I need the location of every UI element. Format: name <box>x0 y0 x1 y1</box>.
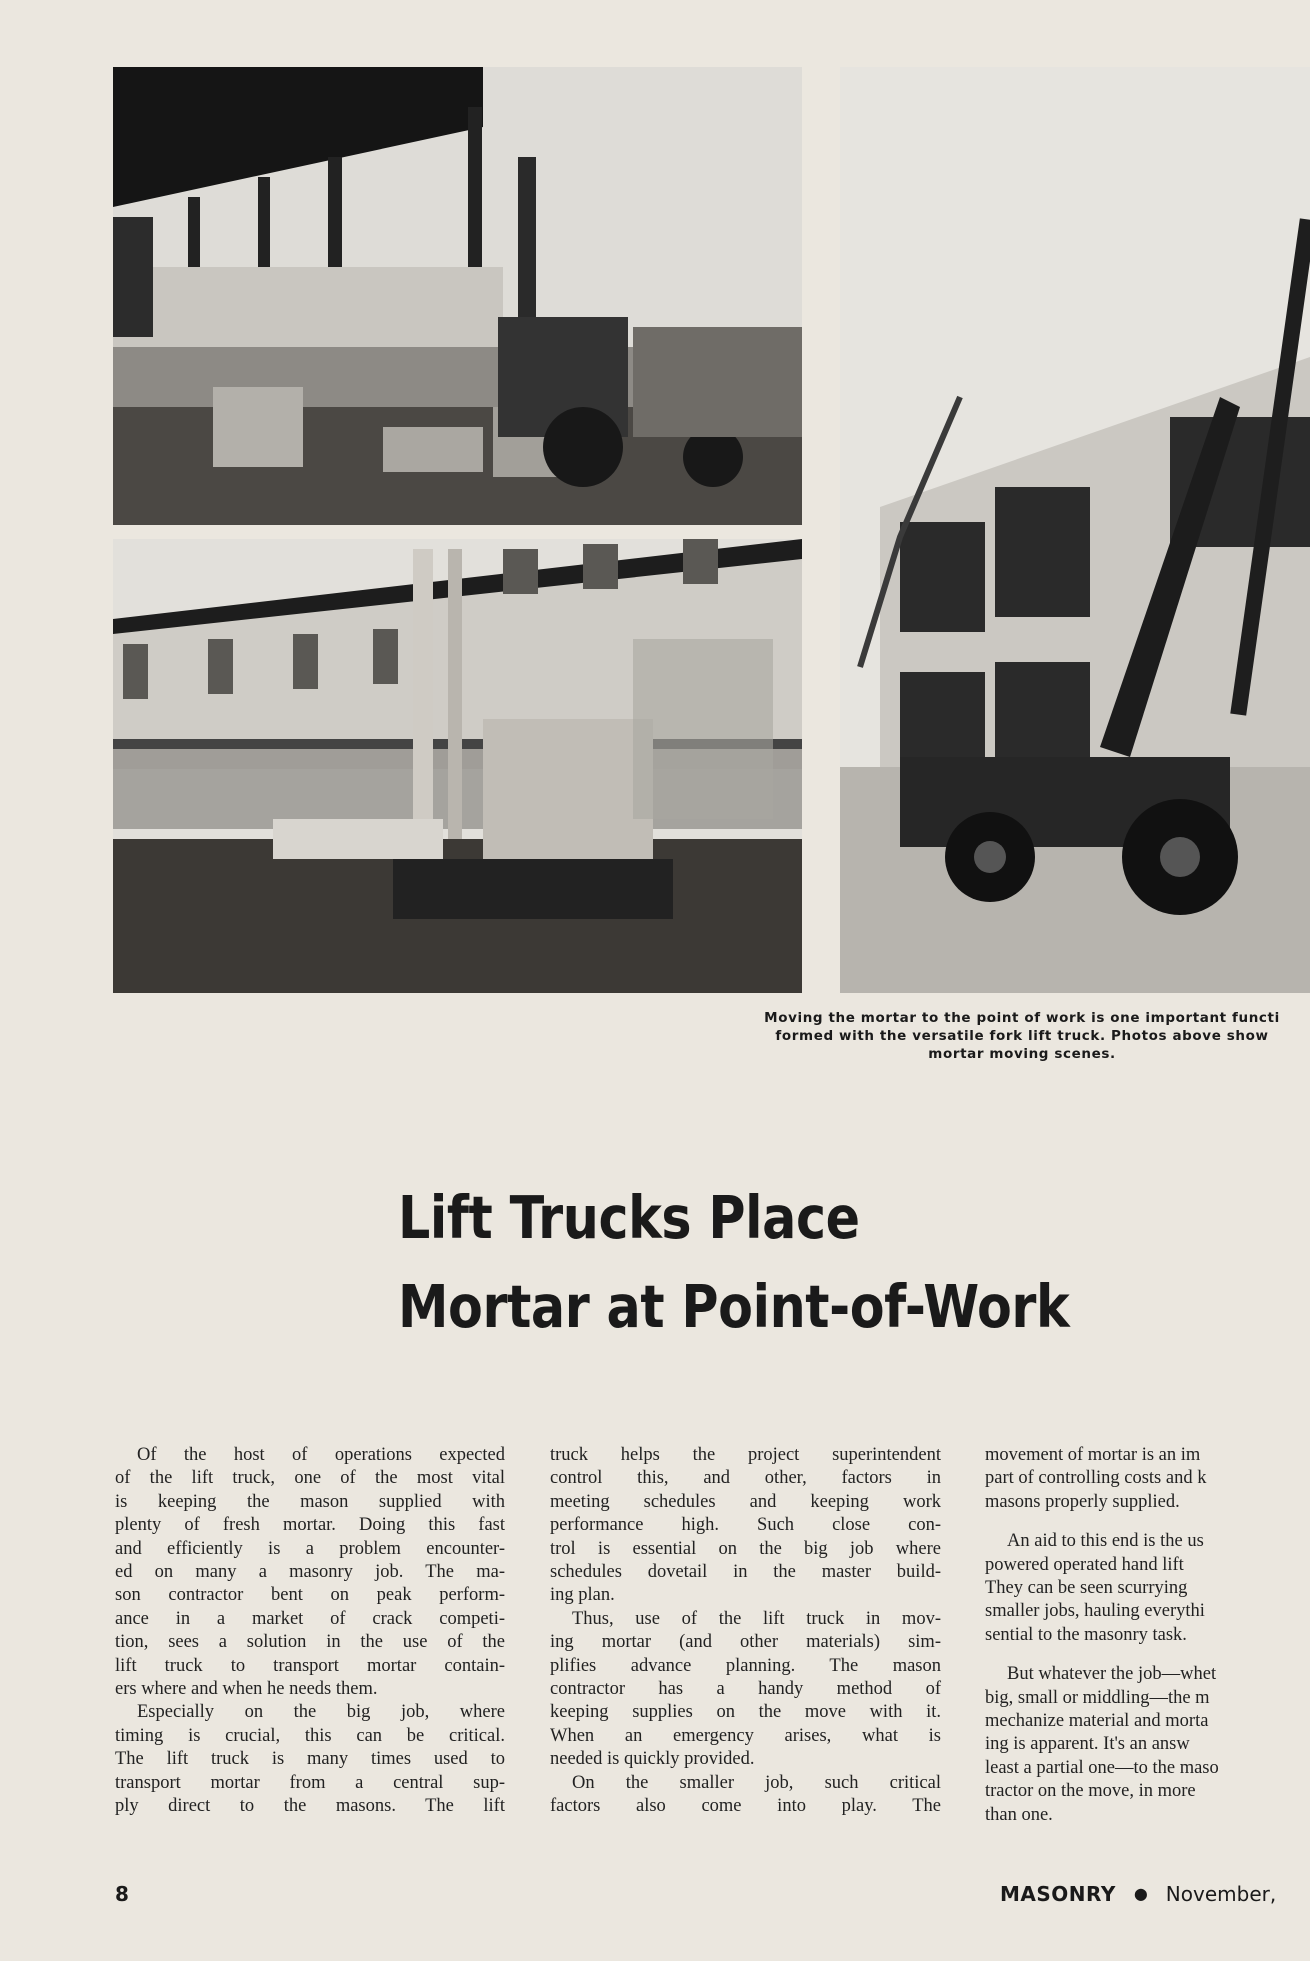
body-line: part of controlling costs and k <box>985 1468 1207 1489</box>
body-column-2 <box>550 1444 941 1819</box>
body-line: than one. <box>985 1804 1053 1825</box>
caption-line: Moving the mortar to the point of work is one important functi <box>764 1010 1280 1026</box>
body-line: Thus, use of the lift truck in mov- <box>572 1608 941 1629</box>
photo-right-illustration <box>840 67 1310 993</box>
photo-crawler-lift-truck <box>113 539 802 993</box>
body-line: least a partial one—to the maso <box>985 1757 1219 1778</box>
body-line: Of the host of operations expected <box>137 1445 505 1465</box>
body-line: smaller jobs, hauling everythi <box>985 1601 1205 1622</box>
body-line: timing is crucial, this can be critical. <box>115 1725 505 1746</box>
body-column-1 <box>115 1444 505 1819</box>
body-line: An aid to this end is the us <box>1007 1531 1204 1552</box>
body-line: ply direct to the masons. The lift <box>115 1796 505 1817</box>
body-line: contractor has a handy method of <box>550 1679 941 1700</box>
body-line: Especially on the big job, where <box>137 1702 505 1723</box>
magazine-name: MASONRY <box>1000 1882 1116 1906</box>
body-line: ers where and when he needs them. <box>115 1679 378 1700</box>
body-line: movement of mortar is an im <box>985 1445 1201 1465</box>
body-line: of the lift truck, one of the most vital <box>115 1468 505 1489</box>
body-line: factors also come into play. The <box>550 1796 941 1817</box>
page-number: 8 <box>115 1882 129 1906</box>
body-line: They can be seen scurrying <box>985 1578 1188 1599</box>
bullet-separator: ● <box>1133 1884 1148 1903</box>
body-line: mechanize material and morta <box>985 1711 1209 1732</box>
body-line: ed on many a masonry job. The ma- <box>115 1562 505 1583</box>
body-line: schedules dovetail in the master build- <box>550 1562 941 1583</box>
body-line: plenty of fresh mortar. Doing this fast <box>115 1515 505 1536</box>
photo-tractor-lift-truck <box>840 67 1310 993</box>
running-footer <box>1000 1882 1276 1906</box>
body-line: powered operated hand lift <box>985 1554 1184 1575</box>
body-line: control this, and other, factors in <box>550 1468 941 1489</box>
article-headline <box>398 1173 1069 1351</box>
body-line: son contractor bent on peak perform- <box>115 1585 505 1606</box>
body-line: transport mortar from a central sup- <box>115 1772 505 1793</box>
body-line: lift truck to transport mortar contain- <box>115 1655 505 1676</box>
photo-top-left-illustration <box>113 67 802 525</box>
body-line: big, small or middling—the m <box>985 1687 1210 1708</box>
body-line: ing is apparent. It's an answ <box>985 1734 1190 1755</box>
photo-lift-truck-mortar-site <box>113 67 802 525</box>
body-line: meeting schedules and keeping work <box>550 1491 941 1512</box>
body-line: is keeping the mason supplied with <box>115 1491 505 1512</box>
photo-bottom-left-illustration <box>113 539 802 993</box>
body-line: On the smaller job, such critical <box>572 1772 941 1793</box>
body-column-3 <box>985 1444 1310 1827</box>
body-line: performance high. Such close con- <box>550 1515 941 1536</box>
caption-line: mortar moving scenes. <box>928 1046 1116 1062</box>
body-line: tion, sees a solution in the use of the <box>115 1632 505 1653</box>
body-line: tractor on the move, in more <box>985 1781 1196 1802</box>
body-line: plifies advance planning. The mason <box>550 1655 941 1676</box>
body-line: ing plan. <box>550 1585 615 1606</box>
body-line: needed is quickly provided. <box>550 1749 755 1770</box>
caption-line: formed with the versatile fork lift truck. Photos above show <box>775 1028 1269 1044</box>
photo-caption <box>734 1009 1310 1063</box>
body-line: sential to the masonry task. <box>985 1624 1187 1645</box>
body-line: trol is essential on the big job where <box>550 1538 941 1559</box>
body-line: The lift truck is many times used to <box>115 1749 505 1770</box>
body-line: ance in a market of crack competi- <box>115 1608 505 1629</box>
body-line: and efficiently is a problem encounter- <box>115 1538 505 1559</box>
headline-line-1: Lift Trucks Place <box>398 1183 860 1252</box>
body-line: When an emergency arises, what is <box>550 1725 941 1746</box>
issue-date: November, <box>1165 1882 1277 1906</box>
body-line: truck helps the project superintendent <box>550 1445 941 1465</box>
body-line: masons properly supplied. <box>985 1491 1180 1512</box>
body-line: But whatever the job—whet <box>1007 1664 1217 1685</box>
body-line: ing mortar (and other materials) sim- <box>550 1632 941 1653</box>
headline-line-2: Mortar at Point-of-Work <box>398 1272 1070 1341</box>
body-line: keeping supplies on the move with it. <box>550 1702 941 1723</box>
